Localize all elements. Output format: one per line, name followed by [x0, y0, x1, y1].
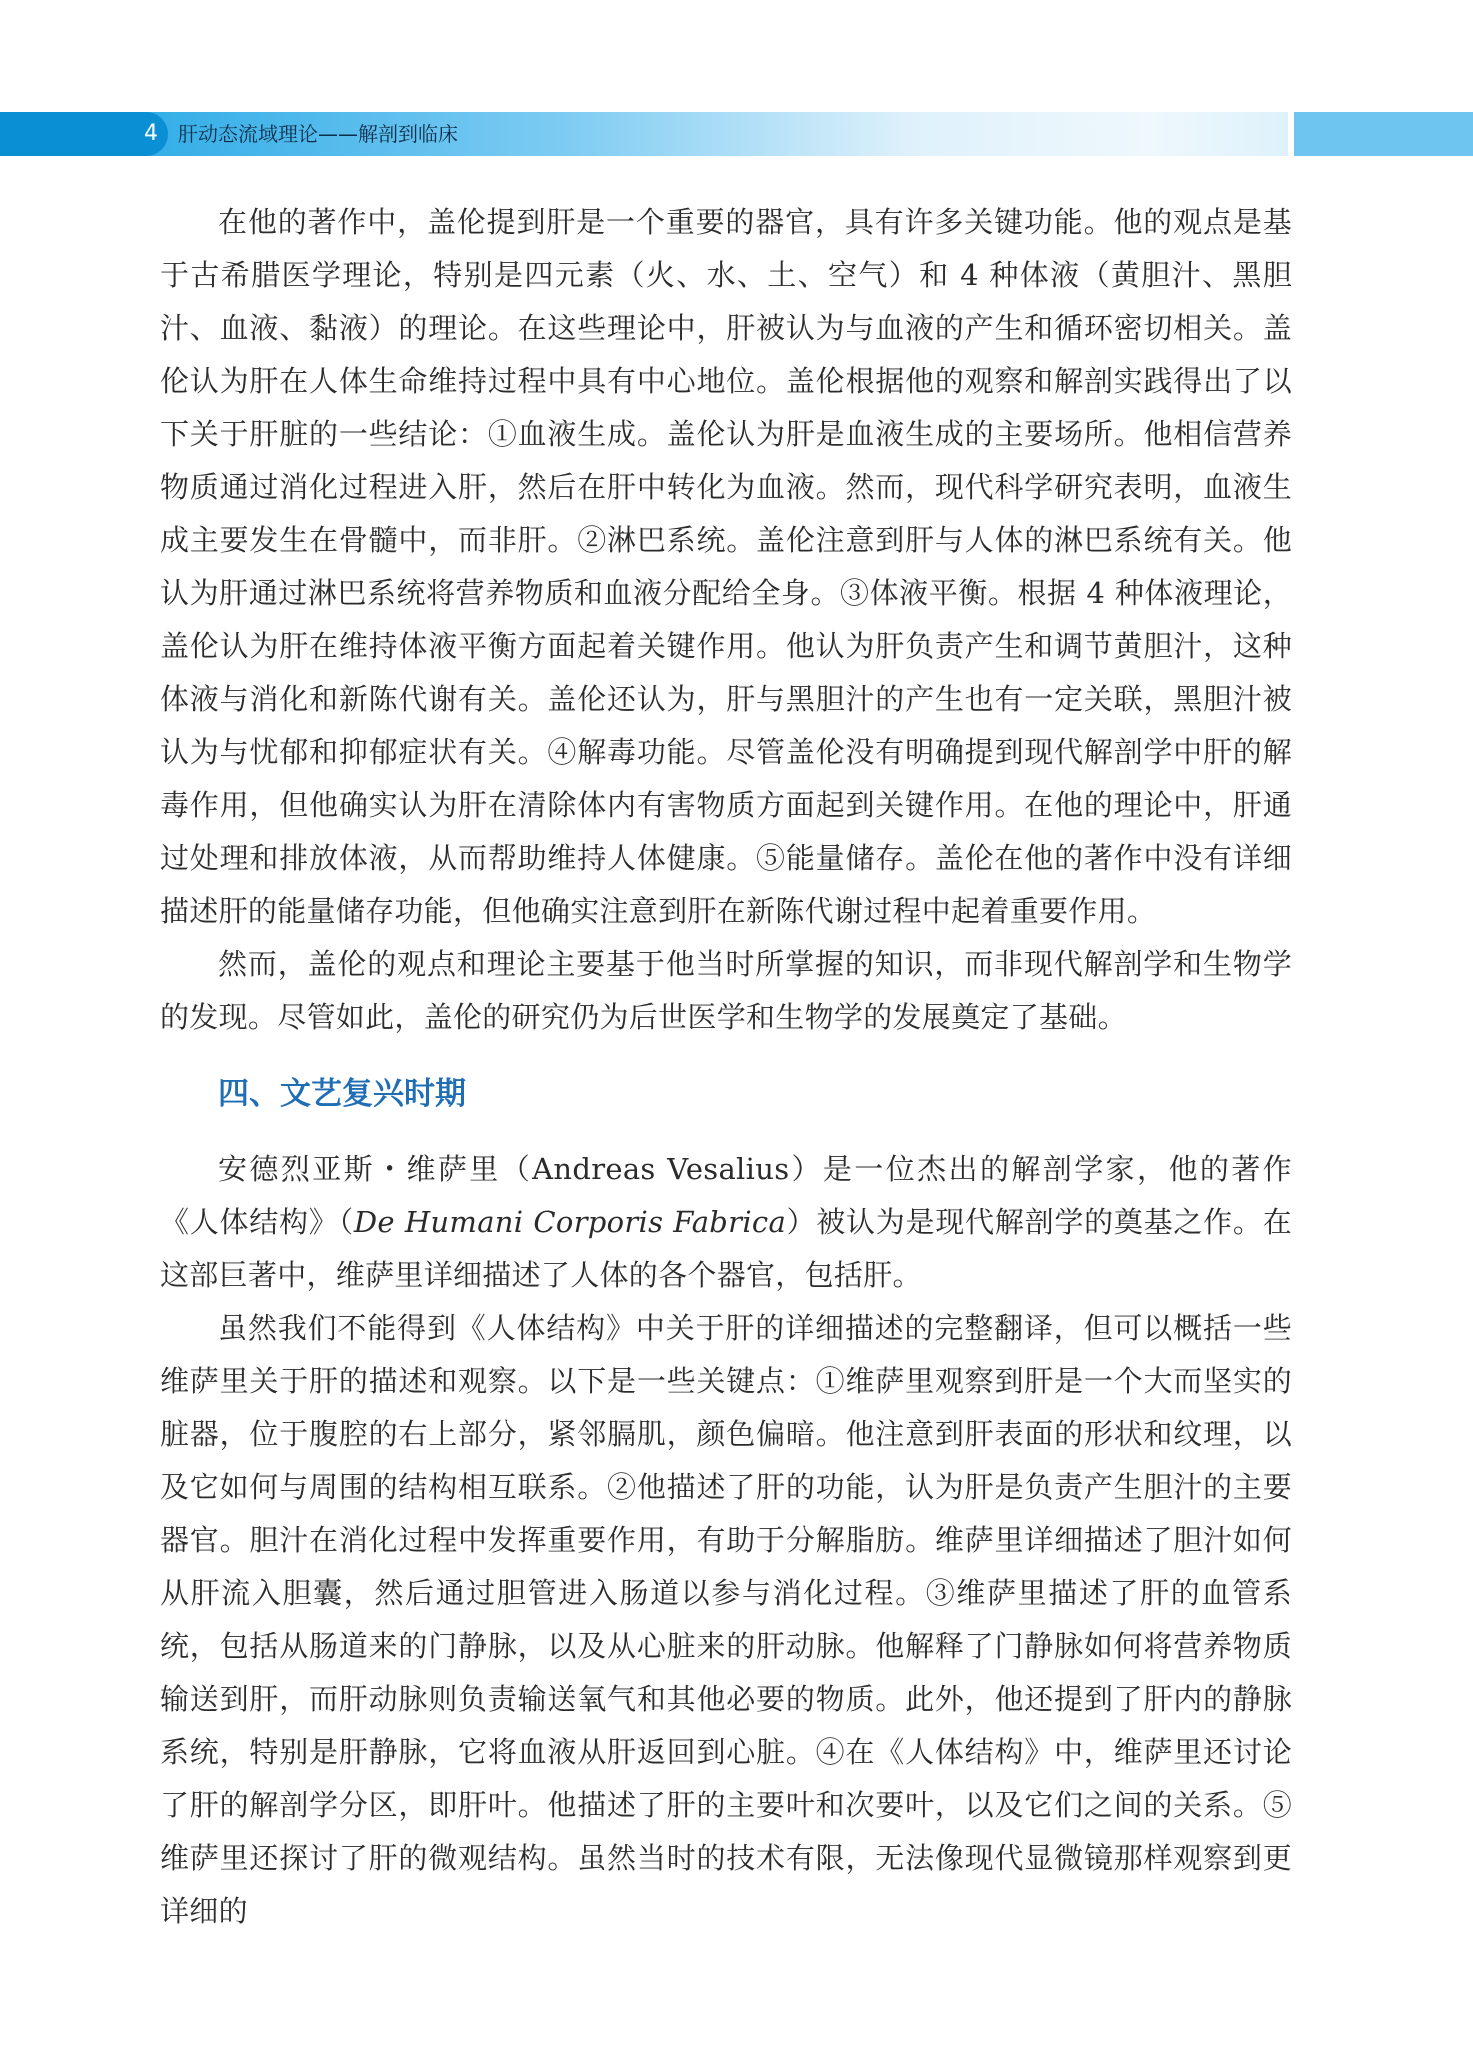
book-title-latin: De Humani Corporis Fabrica [353, 1205, 787, 1239]
paragraph-vesalius-liver: 虽然我们不能得到《人体结构》中关于肝的详细描述的完整翻译，但可以概括一些维萨里关于肝的描述和观察。以下是一些关键点：①维萨里观察到肝是一个大而坚实的脏器，位于腹腔的右上部分，紧邻膈肌，颜色偏暗。他注意到肝表面的形状和纹理，以及它如何与周围的结构相互联系。②他描述了肝的功能，认为肝是负责产生胆汁的主要器官。胆汁在消化过程中发挥重要作用，有助于分解脂肪。维萨里详细描述了胆汁如何从肝流入胆囊，然后通过胆管进入肠道以参与消化过程。③维萨里描述了肝的血管系统，包括从肠道来的门静脉，以及从心脏来的肝动脉。他解释了门静脉如何将营养物质输送到肝，而肝动脉则负责输送氧气和其他必要的物质。此外，他还提到了肝内的静脉系统，特别是肝静脉，它将血液从肝返回到心脏。④在《人体结构》中，维萨里还讨论了肝的解剖学分区，即肝叶。他描述了肝的主要叶和次要叶，以及它们之间的关系。⑤维萨里还探讨了肝的微观结构。虽然当时的技术有限，无法像现代显微镜那样观察到更详细的 [160, 1311, 1292, 1928]
section-heading-renaissance: 四、文艺复兴时期 [218, 1076, 466, 1112]
page-number: 4 [144, 121, 158, 146]
running-header-band [0, 112, 1473, 156]
page-number-tab [0, 112, 168, 156]
vesalius-intro-text-1: 安德烈亚斯・维萨里（Andreas Vesalius）是一位杰出的解剖学家，他的著作《人体结构》（ [160, 1152, 1292, 1239]
vesalius-intro-text-2: ）被认为是现代解剖学的奠基之作。在这部巨著中，维萨里详细描述了人体的各个器官，包括肝。 [160, 1205, 1292, 1292]
running-header-title: 肝动态流域理论——解剖到临床 [178, 122, 458, 146]
paragraph-galen-liver: 在他的著作中，盖伦提到肝是一个重要的器官，具有许多关键功能。他的观点是基于古希腊医学理论，特别是四元素（火、水、土、空气）和 4 种体液（黄胆汁、黑胆汁、血液、黏液）的理论。在这些理论中，肝被认为与血液的产生和循环密切相关。盖伦认为肝在人体生命维持过程中具有中心地位。盖伦根据他的观察和解剖实践得出了以下关于肝脏的一些结论：①血液生成。盖伦认为肝是血液生成的主要场所。他相信营养物质通过消化过程进入肝，然后在肝中转化为血液。然而，现代科学研究表明，血液生成主要发生在骨髓中，而非肝。②淋巴系统。盖伦注意到肝与人体的淋巴系统有关。他认为肝通过淋巴系统将营养物质和血液分配给全身。③体液平衡。根据 4 种体液理论，盖伦认为肝在维持体液平衡方面起着关键作用。他认为肝负责产生和调节黄胆汁，这种体液与消化和新陈代谢有关。盖伦还认为，肝与黑胆汁的产生也有一定关联，黑胆汁被认为与忧郁和抑郁症状有关。④解毒功能。尽管盖伦没有明确提到现代解剖学中肝的解毒作用，但他确实认为肝在清除体内有害物质方面起到关键作用。在他的理论中，肝通过处理和排放体液，从而帮助维持人体健康。⑤能量储存。盖伦在他的著作中没有详细描述肝的能量储存功能，但他确实注意到肝在新陈代谢过程中起着重要作用。 [160, 205, 1292, 928]
paragraph-galen-summary: 然而，盖伦的观点和理论主要基于他当时所掌握的知识，而非现代解剖学和生物学的发现。尽管如此，盖伦的研究仍为后世医学和生物学的发展奠定了基础。 [160, 947, 1292, 1034]
header-end-block [1294, 112, 1473, 156]
page-body [160, 196, 1292, 1938]
paragraph-vesalius-intro [160, 1143, 1292, 1302]
